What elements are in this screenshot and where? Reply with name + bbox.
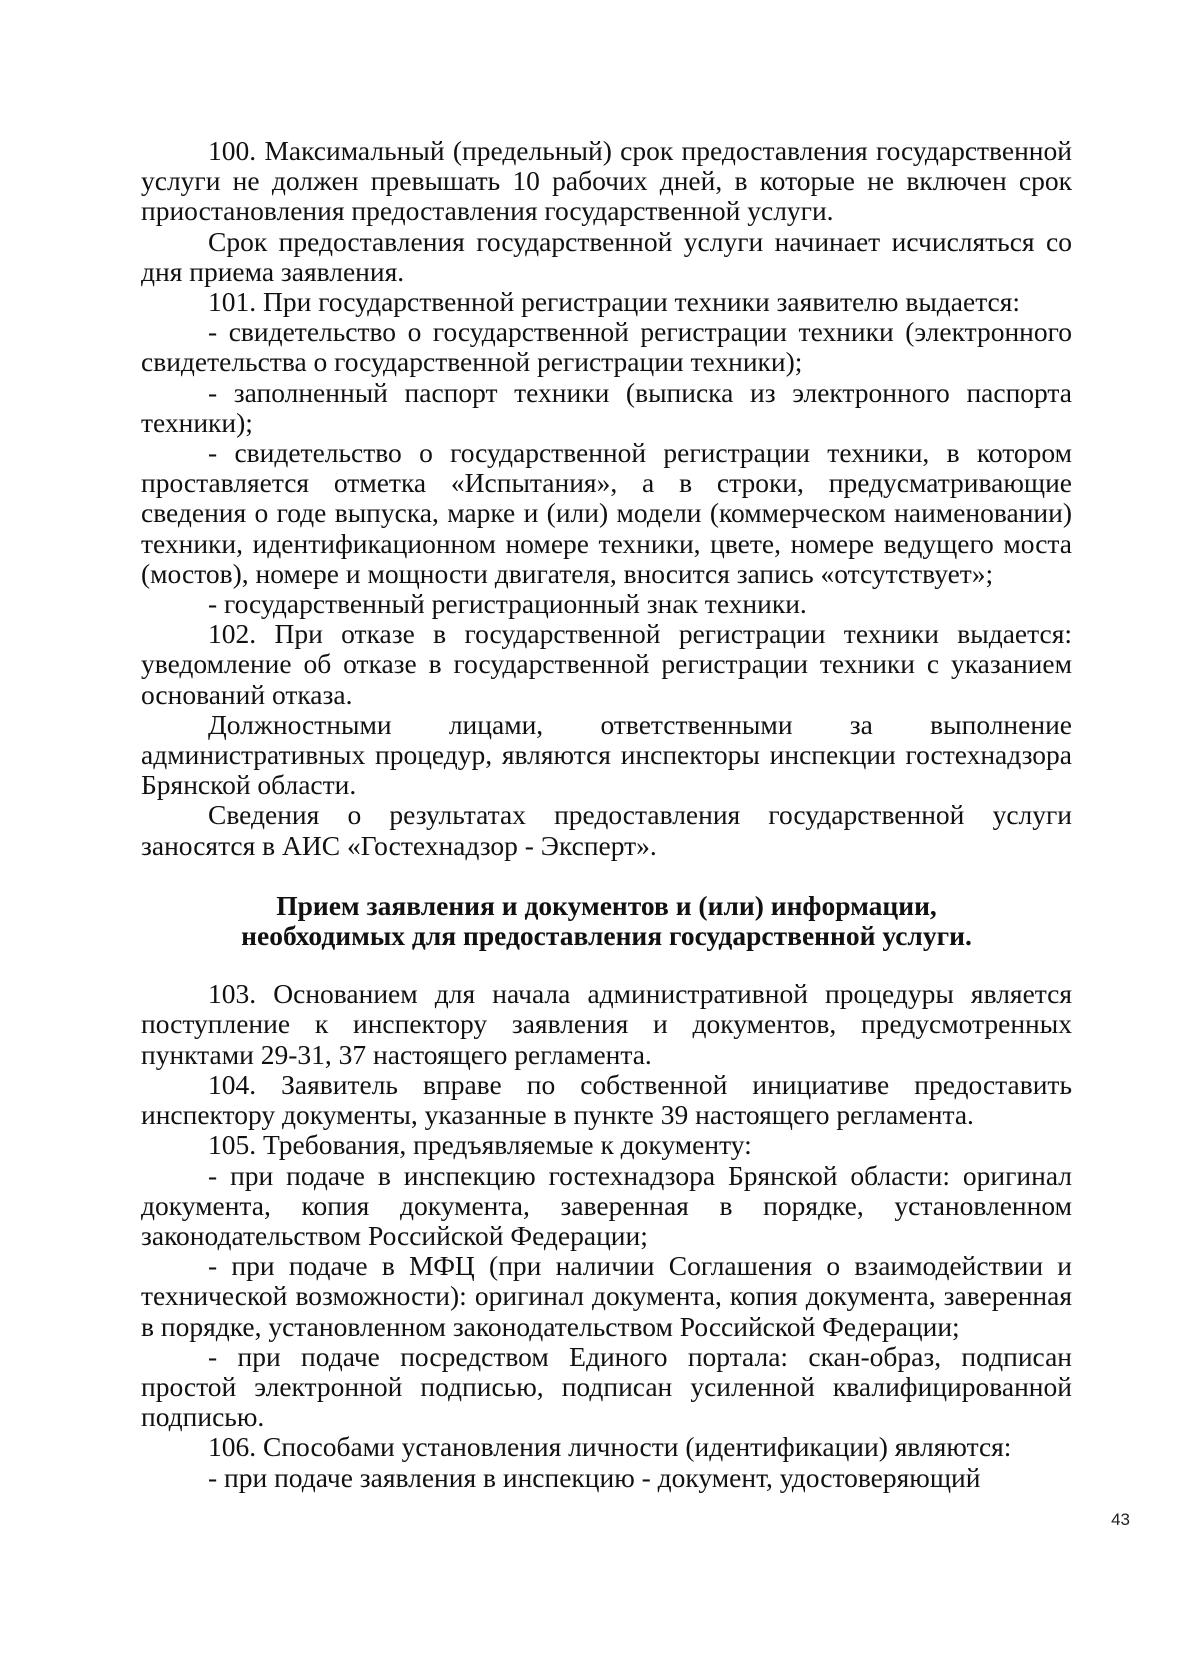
list-item-mfc: - при подаче в МФЦ (при наличии Соглашения о взаимодействии и технической возможности): оригинал документа, копия документа, заверенная в порядке, установленном законодательством Российской Федерации; [141,1250,1072,1342]
paragraph-100: 100. Максимальный (предельный) срок предоставления государственной услуги не должен превышать 10 рабочих дней, в которые не включен срок приостановления предоставления государственной услуги. [141,135,1072,227]
paragraph-term-start: Срок предоставления государственной услуги начинает исчисляться со дня приема заявления. [141,225,1072,287]
list-item-portal: - при подаче посредством Единого портала: скан-образ, подписан простой электронной подписью, подписан усиленной квалифицированной подписью. [141,1340,1072,1433]
paragraph-102: 102. При отказе в государственной регистрации техники выдается: уведомление об отказе в государственной регистрации техники с указанием оснований отказа. [141,618,1072,710]
paragraph-104: 104. Заявитель вправе по собственной инициативе предоставить инспектору документы, указанные в пункте 39 настоящего регламента. [141,1068,1072,1131]
section-heading: Прием заявления и документов и (или) информации, необходимых для предоставления государственной услуги. [241,889,972,952]
paragraph-101: 101. При государственной регистрации техники заявителю выдается: [208,286,1021,318]
list-item-passport: - заполненный паспорт техники (выписка из электронного паспорта техники); [141,376,1072,438]
list-item-identity: - при подаче заявления в инспекцию - документ, удостоверяющий [208,1461,981,1493]
paragraph-103: 103. Основанием для начала административной процедуры является поступление к инспектору заявления и документов, предусмотренных пунктами 29-31, 37 настоящего регламента. [141,978,1072,1070]
paragraph-ais: Сведения о результатах предоставления государственной услуги заносятся в АИС «Гостехнадзор - Эксперт». [141,799,1072,861]
paragraph-105: 105. Требования, предъявляемые к документу: [208,1129,752,1161]
page-number: 43 [1111,1510,1130,1529]
list-item-certificate-testing: - свидетельство о государственной регистрации техники, в котором проставляется отметка «Испытания», а в строки, предусматривающие сведения о годе выпуска, марке и (или) модели (коммерческом наименовании) техники, идентификационном номере техники, цвете, номере ведущего моста (мостов), номере и мощности двигателя, вносится запись «отсутствует»; [141,437,1072,589]
list-item-certificate: - свидетельство о государственной регистрации техники (электронного свидетельства о государственной регистрации техники); [141,316,1072,378]
paragraph-officials: Должностными лицами, ответственными за выполнение административных процедур, являются инспекторы инспекции гостехнадзора Брянской области. [141,708,1072,801]
list-item-inspection: - при подаче в инспекцию гостехнадзора Брянской области: оригинал документа, копия документа, заверенная в порядке, установленном законодательством Российской Федерации; [141,1159,1072,1251]
paragraph-106: 106. Способами установления личности (идентификации) являются: [208,1431,1012,1463]
list-item-registration-sign: - государственный регистрационный знак техники. [208,588,807,620]
document-page [141,136,1072,1493]
